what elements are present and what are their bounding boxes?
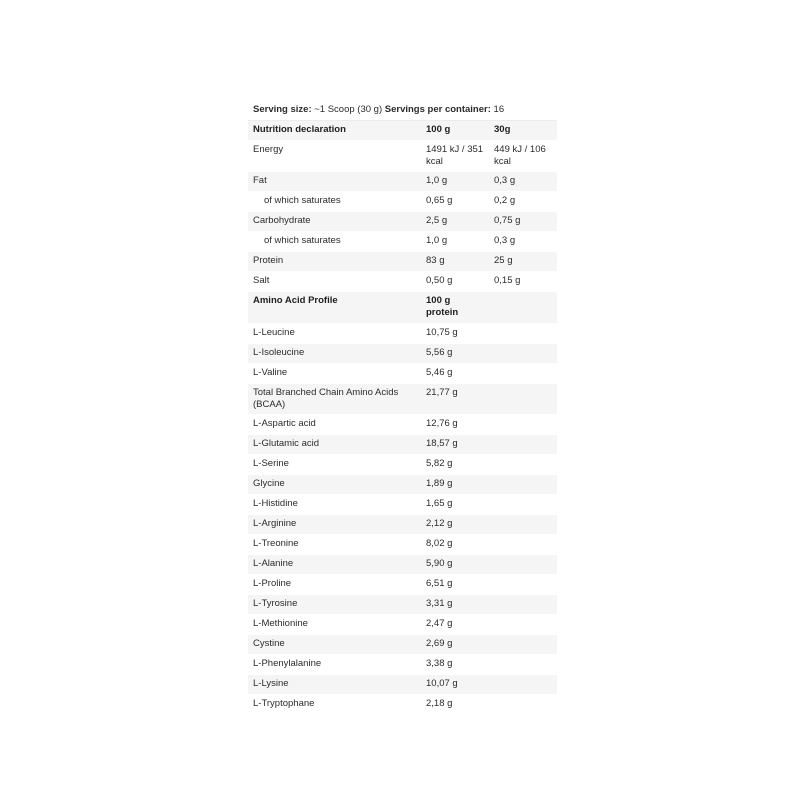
table-row — [248, 415, 557, 435]
empty-cell — [489, 475, 557, 495]
empty-cell — [489, 675, 557, 695]
table-row — [248, 655, 557, 675]
amino-name: Glycine — [248, 475, 421, 495]
nutrient-name: of which saturates — [248, 192, 421, 212]
empty-cell — [489, 535, 557, 555]
nutrition-header-100g: 100 g — [421, 121, 489, 141]
amino-header-value: 100 g protein — [421, 292, 489, 324]
servings-per-container-label: Servings per container: — [384, 104, 491, 115]
nutrition-header-name: Nutrition declaration — [248, 121, 421, 141]
amino-value: 2,12 g — [421, 515, 489, 535]
table-row — [248, 535, 557, 555]
empty-cell — [489, 515, 557, 535]
amino-value: 8,02 g — [421, 535, 489, 555]
table-row — [248, 695, 557, 715]
table-row — [248, 384, 557, 415]
table-row — [248, 344, 557, 364]
amino-name: L-Serine — [248, 455, 421, 475]
amino-name: L-Proline — [248, 575, 421, 595]
empty-cell — [489, 455, 557, 475]
nutrition-header-row — [248, 121, 557, 141]
table-row — [248, 515, 557, 535]
amino-value: 3,31 g — [421, 595, 489, 615]
amino-name: L-Aspartic acid — [248, 415, 421, 435]
amino-name: L-Leucine — [248, 324, 421, 344]
amino-value: 2,47 g — [421, 615, 489, 635]
table-row — [248, 212, 557, 232]
nutrient-value-100g: 0,65 g — [421, 192, 489, 212]
empty-cell — [489, 695, 557, 715]
nutrient-value-serving: 0,3 g — [489, 232, 557, 252]
empty-cell — [489, 555, 557, 575]
nutrition-table — [248, 121, 557, 715]
nutrient-value-100g: 1,0 g — [421, 172, 489, 192]
amino-value: 10,07 g — [421, 675, 489, 695]
amino-name: Total Branched Chain Amino Acids (BCAA) — [248, 384, 421, 415]
nutrient-value-100g: 0,50 g — [421, 272, 489, 292]
nutrient-value-serving: 0,75 g — [489, 212, 557, 232]
nutrient-name: of which saturates — [248, 232, 421, 252]
amino-value: 1,65 g — [421, 495, 489, 515]
nutrient-value-100g: 2,5 g — [421, 212, 489, 232]
table-row — [248, 595, 557, 615]
amino-name: L-Isoleucine — [248, 344, 421, 364]
table-row — [248, 635, 557, 655]
table-row — [248, 252, 557, 272]
table-row — [248, 435, 557, 455]
nutrient-value-100g: 83 g — [421, 252, 489, 272]
empty-cell — [489, 575, 557, 595]
amino-header-name: Amino Acid Profile — [248, 292, 421, 324]
amino-name: L-Tryptophane — [248, 695, 421, 715]
table-row — [248, 272, 557, 292]
table-row — [248, 455, 557, 475]
table-row — [248, 675, 557, 695]
amino-value: 5,56 g — [421, 344, 489, 364]
nutrient-value-100g: 1491 kJ / 351 kcal — [421, 141, 489, 172]
table-row — [248, 141, 557, 172]
serving-info — [248, 100, 557, 121]
empty-cell — [489, 615, 557, 635]
amino-value: 18,57 g — [421, 435, 489, 455]
nutrient-value-serving: 0,3 g — [489, 172, 557, 192]
amino-value: 6,51 g — [421, 575, 489, 595]
nutrient-name: Salt — [248, 272, 421, 292]
table-row — [248, 575, 557, 595]
amino-name: L-Methionine — [248, 615, 421, 635]
amino-name: L-Histidine — [248, 495, 421, 515]
amino-value: 3,38 g — [421, 655, 489, 675]
empty-cell — [489, 635, 557, 655]
empty-cell — [489, 595, 557, 615]
amino-name: L-Tyrosine — [248, 595, 421, 615]
table-row — [248, 475, 557, 495]
amino-value: 21,77 g — [421, 384, 489, 415]
serving-size-value: ~1 Scoop (30 g) — [314, 104, 383, 115]
empty-cell — [489, 655, 557, 675]
amino-header-row — [248, 292, 557, 324]
amino-name: L-Glutamic acid — [248, 435, 421, 455]
amino-value: 2,69 g — [421, 635, 489, 655]
nutrient-name: Energy — [248, 141, 421, 172]
empty-cell — [489, 324, 557, 344]
table-row — [248, 324, 557, 344]
empty-cell — [489, 292, 557, 324]
empty-cell — [489, 364, 557, 384]
amino-name: L-Phenylalanine — [248, 655, 421, 675]
nutrient-value-serving: 25 g — [489, 252, 557, 272]
nutrient-name: Fat — [248, 172, 421, 192]
amino-value: 5,90 g — [421, 555, 489, 575]
amino-value: 2,18 g — [421, 695, 489, 715]
nutrient-name: Protein — [248, 252, 421, 272]
amino-value: 5,82 g — [421, 455, 489, 475]
nutrition-header-serving: 30g — [489, 121, 557, 141]
table-row — [248, 615, 557, 635]
amino-value: 1,89 g — [421, 475, 489, 495]
empty-cell — [489, 344, 557, 364]
empty-cell — [489, 495, 557, 515]
empty-cell — [489, 435, 557, 455]
empty-cell — [489, 384, 557, 415]
serving-size-label: Serving size: — [253, 104, 312, 115]
servings-per-container-value: 16 — [493, 104, 505, 115]
amino-name: L-Treonine — [248, 535, 421, 555]
nutrition-panel — [248, 100, 557, 715]
empty-cell — [489, 415, 557, 435]
table-row — [248, 555, 557, 575]
amino-name: L-Lysine — [248, 675, 421, 695]
amino-value: 12,76 g — [421, 415, 489, 435]
nutrient-value-serving: 449 kJ / 106 kcal — [489, 141, 557, 172]
amino-name: L-Valine — [248, 364, 421, 384]
nutrient-value-100g: 1,0 g — [421, 232, 489, 252]
table-row — [248, 495, 557, 515]
amino-name: Cystine — [248, 635, 421, 655]
amino-name: L-Arginine — [248, 515, 421, 535]
table-row — [248, 364, 557, 384]
table-row — [248, 232, 557, 252]
nutrient-value-serving: 0,15 g — [489, 272, 557, 292]
nutrient-value-serving: 0,2 g — [489, 192, 557, 212]
amino-value: 5,46 g — [421, 364, 489, 384]
amino-value: 10,75 g — [421, 324, 489, 344]
table-row — [248, 192, 557, 212]
table-row — [248, 172, 557, 192]
nutrient-name: Carbohydrate — [248, 212, 421, 232]
amino-name: L-Alanine — [248, 555, 421, 575]
